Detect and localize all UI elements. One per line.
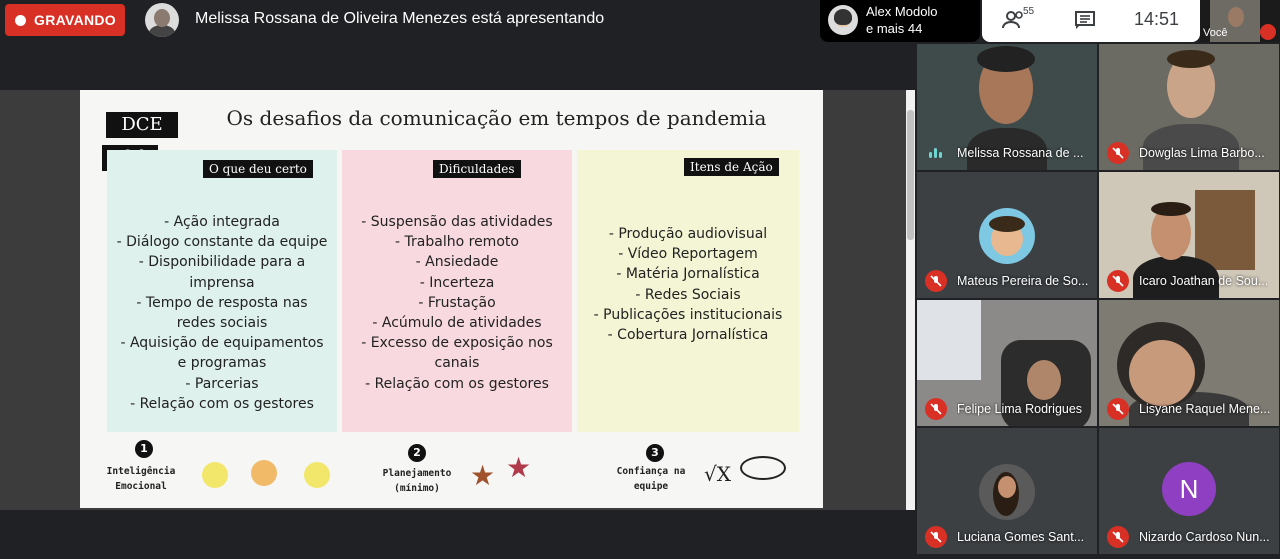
footer-label-line: equipe (633, 481, 669, 492)
list-item: - Tempo de resposta nas (136, 294, 308, 311)
list-item: redes sociais (176, 315, 268, 332)
participant-tile[interactable] (917, 44, 1097, 170)
participant-name: Felipe Lima Rodrigues (957, 402, 1083, 416)
sad-face-icon (202, 462, 228, 488)
viewer-others: e mais 44 (866, 21, 923, 36)
check-x-marks: √X (704, 462, 731, 486)
footer-label-line: (mínimo) (394, 483, 440, 494)
participant-tile[interactable] (1099, 172, 1279, 298)
list-item: - Redes Sociais (635, 286, 741, 303)
people-count: 55 (1023, 6, 1035, 17)
slide-footer (80, 440, 823, 500)
participant-tile[interactable] (917, 428, 1097, 554)
oval-drawing-icon (740, 456, 786, 480)
mic-off-icon (1107, 142, 1129, 164)
number-badge: 2 (408, 444, 426, 462)
slide (80, 90, 823, 508)
list-item: canais (434, 355, 480, 372)
list-item: e programas (177, 355, 267, 372)
record-dot-icon (15, 15, 26, 26)
footer-label-line: Planejamento (382, 468, 452, 479)
column-action-items (577, 150, 799, 432)
list-item: - Excesso de exposição nos (361, 335, 553, 352)
footer-label-line: Confiança na (616, 466, 686, 477)
star-icon: ★ (470, 459, 496, 492)
participant-tile[interactable] (1099, 44, 1279, 170)
mic-off-icon (1107, 526, 1129, 548)
list-item: - Matéria Jornalística (616, 266, 760, 283)
number-badge: 3 (646, 444, 664, 462)
footer-label-line: Emocional (115, 481, 167, 492)
angry-face-icon (251, 460, 277, 486)
slide-title: Os desafios da comunicação em tempos de pandemia (226, 106, 767, 130)
meeting-controls (982, 0, 1200, 42)
column-header: Itens de Ação (684, 158, 779, 176)
list-item: - Incerteza (419, 274, 495, 291)
scrollbar-thumb[interactable] (907, 110, 914, 240)
presenting-status: Melissa Rossana de Oliveira Menezes está apresentando (195, 10, 605, 27)
list-item: - Frustação (418, 294, 496, 311)
column-header: O que deu certo (203, 160, 313, 178)
participant-tile[interactable] (1099, 428, 1279, 554)
recording-label: GRAVANDO (34, 12, 116, 28)
participant-tile[interactable] (917, 172, 1097, 298)
list-item: - Relação com os gestores (130, 395, 314, 412)
participant-name: Mateus Pereira de So... (957, 274, 1089, 288)
footer-label (374, 466, 460, 496)
participant-name: Icaro Joathan de Sou... (1139, 274, 1269, 288)
participant-name: Dowglas Lima Barbo... (1139, 146, 1265, 160)
list-item: - Aquisição de equipamentos (120, 335, 324, 352)
clock: 14:51 (1134, 9, 1180, 29)
list-item: - Trabalho remoto (395, 234, 519, 251)
mic-off-icon (925, 526, 947, 548)
list-item: - Ação integrada (164, 214, 280, 230)
self-label: Você (1203, 27, 1228, 39)
mic-off-icon (1107, 270, 1129, 292)
participant-name: Lisyane Raquel Mene... (1139, 402, 1271, 416)
column-worked (107, 150, 337, 432)
footer-label-line: Inteligência (106, 466, 176, 477)
mic-off-icon (1107, 398, 1129, 420)
list-item: - Suspensão das atividades (361, 214, 553, 230)
viewer-name: Alex Modolo (866, 4, 938, 19)
mic-off-icon (925, 270, 947, 292)
sweat-face-icon (304, 462, 330, 488)
list-item: - Ansiedade (415, 254, 499, 271)
speaking-indicator-icon (929, 148, 943, 158)
recording-badge[interactable] (5, 4, 125, 36)
list-item: - Diálogo constante da equipe (116, 234, 328, 251)
list-item: - Disponibilidade para a (138, 254, 306, 271)
mic-off-icon[interactable] (1260, 24, 1276, 40)
avatar (828, 5, 858, 35)
list-item: - Publicações institucionais (593, 306, 783, 323)
participant-name: Luciana Gomes Sant... (957, 530, 1085, 544)
pinned-participant-chip[interactable] (820, 0, 980, 42)
avatar (979, 208, 1035, 264)
participant-name: Nizardo Cardoso Nun... (1139, 530, 1270, 544)
list-item: imprensa (189, 274, 255, 291)
list-item: - Vídeo Reportagem (618, 246, 758, 263)
footer-label (610, 464, 692, 494)
number-badge: 1 (135, 440, 153, 458)
participant-name: Melissa Rossana de ... (957, 146, 1084, 160)
list-item: - Parcerias (185, 375, 259, 392)
footer-label (100, 464, 182, 494)
list-item: - Acúmulo de atividades (372, 315, 542, 332)
mic-off-icon (925, 398, 947, 420)
self-view-tile[interactable] (1200, 0, 1280, 42)
avatar (979, 464, 1035, 520)
list-item: - Produção audiovisual (608, 226, 768, 242)
column-difficulties (342, 150, 572, 432)
participant-tile[interactable] (917, 300, 1097, 426)
tag-dce: DCE (106, 112, 178, 138)
list-item: - Relação com os gestores (365, 375, 549, 392)
chat-icon[interactable] (1074, 10, 1096, 30)
presenter-avatar (145, 3, 179, 37)
list-item: - Cobertura Jornalística (607, 327, 769, 344)
participant-tile[interactable] (1099, 300, 1279, 426)
star-icon: ★ (506, 451, 532, 484)
avatar: N (1162, 462, 1216, 516)
column-header: Dificuldades (433, 160, 521, 178)
